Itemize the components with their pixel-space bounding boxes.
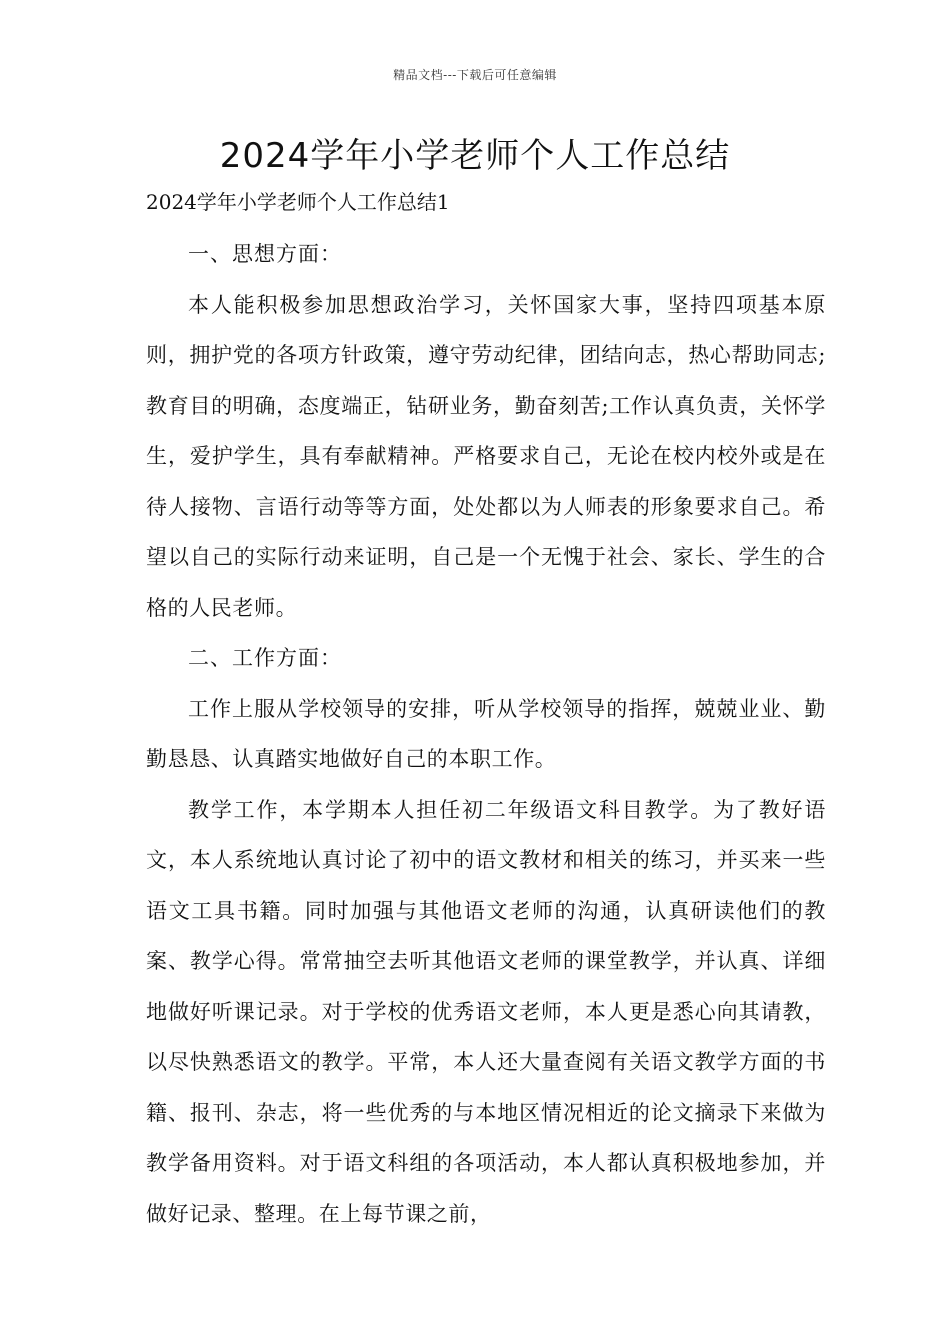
paragraph-teaching: 教学工作，本学期本人担任初二年级语文科目教学。为了教好语文，本人系统地认真讨论了初中的语文教材和相关的练习，并买来一些语文工具书籍。同时加强与其他语文老师的沟通，认真研读他们的教案、教学心得。常常抽空去听其他语文老师的课堂教学，并认真、详细地做好听课记录。对于学校的优秀语文老师，本人更是悉心向其请教，以尽快熟悉语文的教学。平常，本人还大量查阅有关语文教学方面的书籍、报刊、杂志，将一些优秀的与本地区情况相近的论文摘录下来做为教学备用资料。对于语文科组的各项活动，本人都认真积极地参加，并做好记录、整理。在上每节课之前， — [146, 797, 826, 1226]
header-note: 精品文档---下载后可任意编辑 — [393, 68, 557, 82]
document-title: 2024学年小学老师个人工作总结 — [219, 136, 731, 176]
section-heading-thought: 一、思想方面： — [188, 242, 342, 266]
paragraph-work-attitude: 工作上服从学校领导的安排，听从学校领导的指挥，兢兢业业、勤勤恳恳、认真踏实地做好自己的本职工作。 — [146, 696, 826, 771]
paragraph-thought: 本人能积极参加思想政治学习，关怀国家大事，坚持四项基本原则，拥护党的各项方针政策，遵守劳动纪律，团结向志，热心帮助同志;教育目的明确，态度端正，钻研业务，勤奋刻苦;工作认真负责，关怀学生，爱护学生，具有奉献精神。严格要求自己，无论在校内校外或是在待人接物、言语行动等等方面，处处都以为人师表的形象要求自己。希望以自己的实际行动来证明，自己是一个无愧于社会、家长、学生的合格的人民老师。 — [146, 292, 826, 620]
document-subtitle: 2024学年小学老师个人工作总结1 — [146, 190, 450, 214]
section-heading-work: 二、工作方面： — [188, 646, 342, 670]
document-body — [146, 229, 826, 1239]
